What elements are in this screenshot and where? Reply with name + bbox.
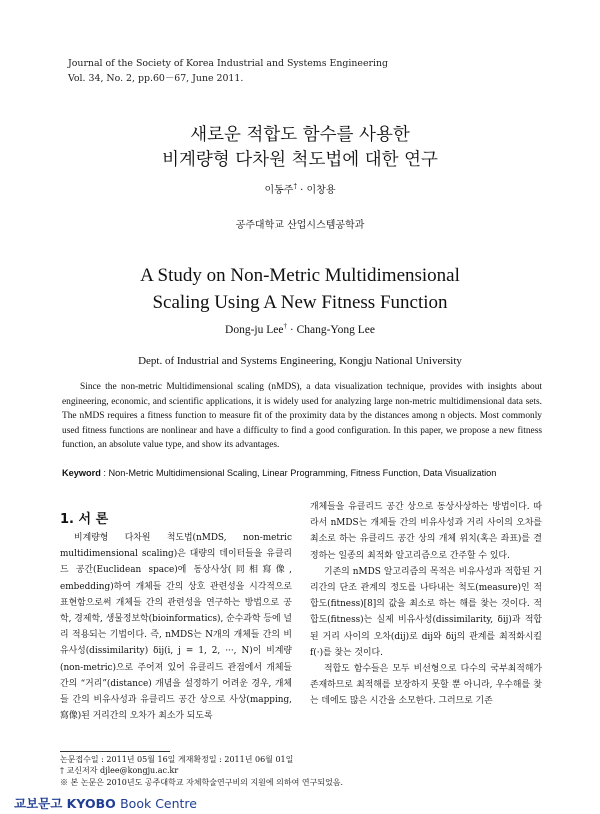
korean-title	[0, 123, 600, 173]
watermark-suffix: Book Centre	[120, 796, 197, 811]
journal-volume: Vol. 34, No. 2, pp.60－67, June 2011.	[68, 73, 244, 84]
korean-title-line1: 새로운 적합도 함수를 사용한	[190, 125, 410, 145]
korean-title-line2: 비계량형 다차원 척도법에 대한 연구	[162, 150, 438, 170]
korean-authors	[0, 181, 600, 196]
footnote-divider	[60, 751, 170, 752]
korean-author-2: 이창용	[306, 185, 336, 196]
paragraph: 개체들을 유클리드 공간 상으로 동상사상하는 방법이다. 따라서 nMDS는 개체들 간의 비유사성과 거리 사이의 오차를 최소로 하는 유클리드 공간 상의 개체 위치(혹은 좌표)를 결정하는 일종의 최적화 알고리즘으로 간주할 수 있다.	[310, 502, 542, 561]
footnotes	[60, 754, 343, 788]
paragraph: 기존의 nMDS 알고리즘의 목적은 비유사성과 적합된 거리간의 단조 관계의 정도를 나타내는 척도(measure)인 적합도(fitness)[8]의 값을 최소로 하는 해를 찾는 것이다. 적합도(fitness)는 실제 비유사성(dissimilarity, δij)과 적합된 거리 사이의 오차(dij)로 dij와 δij의 관계를 최적화시킬 f(·)를 찾는 것이다.	[310, 566, 542, 658]
korean-author-1: 이동주	[264, 185, 294, 196]
section-title: 1. 서 론	[60, 512, 109, 527]
watermark-brand: KYOBO	[66, 796, 116, 811]
journal-header	[68, 56, 388, 86]
korean-author-mark: †	[293, 182, 297, 191]
korean-affiliation: 공주대학교 산업시스템공학과	[235, 220, 365, 231]
paragraph: 적합도 함수들은 모두 비선형으로 다수의 국부최적해가 존재하므로 최적해를 보장하지 못할 뿐 아니라, 우수해를 찾는 데에도 많은 시간을 소모한다. 그러므로 기존	[310, 664, 542, 707]
keyword-label: Keyword	[62, 468, 101, 478]
english-title	[0, 262, 600, 316]
right-column	[310, 499, 542, 710]
english-author-1: Dong-ju Lee	[225, 323, 284, 336]
keywords	[62, 468, 552, 478]
left-column	[60, 530, 292, 724]
keyword-text: : Non-Metric Multidimensional Scaling, Linear Programming, Fitness Function, Data Visualization	[100, 468, 497, 478]
english-author-sep: ·	[286, 323, 297, 336]
korean-author-sep: ·	[296, 185, 307, 196]
english-title-line1: A Study on Non-Metric Multidimensional	[140, 265, 460, 286]
journal-name: Journal of the Society of Korea Industrial and Systems Engineering	[68, 58, 389, 69]
english-authors	[0, 322, 600, 336]
english-title-line2: Scaling Using A New Fitness Function	[152, 292, 448, 313]
footnote-funding: ※ 본 논문은 2010년도 공주대학교 자체학술연구비의 지원에 의하여 연구되었음.	[60, 777, 344, 787]
english-affiliation: Dept. of Industrial and Systems Engineering, Kongju National University	[138, 355, 462, 367]
english-author-2: Chang-Yong Lee	[296, 323, 375, 336]
abstract: Since the non-metric Multidimensional scaling (nMDS), a data visualization technique, provides with insights about engineering, economic, and scientific applications, it is widely used for analyzing large non-metric multidimensional data sets. The nMDS requires a fitness function to measure fit of the proximity data by the distances among n objects. Most commonly used fitness functions are nonlinear and have a difficulty to find a good configuration. In this paper, we propose a new fitness function, an absolute value type, and show its advantages.	[62, 382, 542, 451]
footnote-dates: 논문접수일 : 2011년 05월 16일 게재확정일 : 2011년 06월 01일	[60, 755, 294, 764]
footnote-corresponding-author: † 교신저자 djlee@kongju.ac.kr	[60, 766, 179, 776]
english-author-mark: †	[283, 322, 287, 330]
paragraph: 비계량형 다차원 척도법(nMDS, non-metric multidimensional scaling)은 대량의 데이터들을 유클리드 공간(Euclidean space)에 동상사상(同相寫像, embedding)하여 개체들 간의 상호 관련성을 시각적으로 표현함으로써 개체들 간의 관련성을 연구하는 방법으로 공학, 경제학, 생물정보학(bioinformatics), 순수과학 등에 널리 적용되는 기법이다. 즉, nMDS는 N개의 개체들 간의 비유사성(dissimilarity) δij(i, j = 1, 2, ···, N)이 비계량(non-metric)으로 주어져 있어 유클리드 관점에서 개체들 간의 “거리”(distance) 개념을 설정하기 어려운 경우, 개체들 간의 비유사성과 유클리드 공간 상으로 사상(mapping, 寫像)된 거리간의 오차가 최소가 되도록	[60, 533, 292, 722]
watermark-korean: 교보문고	[14, 796, 63, 811]
watermark-logo	[14, 794, 197, 812]
